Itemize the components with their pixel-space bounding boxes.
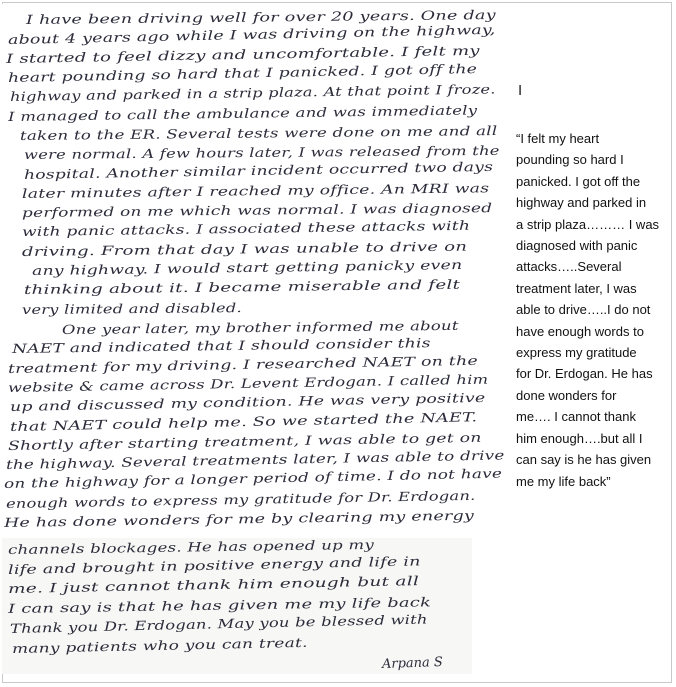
- quote-line: done wonders for: [516, 387, 617, 403]
- handwritten-line: with panic attacks. I associated these attacks with: [21, 217, 471, 239]
- handwritten-line: any highway. I would start getting panicky even: [31, 256, 463, 278]
- handwritten-line: life and brought in positive energy and life in: [7, 553, 421, 577]
- quote-line: panicked. I got off the: [516, 173, 641, 189]
- handwritten-line: that NAET could help me. So we started the NAET.: [9, 409, 478, 434]
- quote-line: me…. I cannot thank: [516, 409, 636, 425]
- handwritten-line: thinking about it. I became miserable and felt: [23, 276, 461, 297]
- handwritten-line: heart pounding so hard that I panicked. I got off the: [7, 60, 478, 85]
- handwritten-line: NAET and indicated that I should consider this: [11, 335, 431, 356]
- handwritten-line: later minutes after I reached my office. An MRI was: [21, 180, 490, 201]
- handwritten-line: channels blockages. He has opened up my: [7, 536, 375, 557]
- handwritten-line: highway and parked in a strip plaza. At that point I froze.: [9, 81, 496, 104]
- handwritten-line: treatment for my driving. I researched NAET on the: [7, 352, 479, 376]
- quote-line: express my gratitude: [516, 345, 637, 361]
- text-cursor-mark: I: [518, 82, 523, 99]
- handwritten-line: I started to feel dizzy and uncomfortable. I felt my: [5, 42, 480, 66]
- handwritten-line: performed on me which was normal. I was diagnosed: [21, 200, 493, 220]
- quote-line: diagnosed with panic: [516, 238, 638, 254]
- signature: Arpana S: [381, 654, 444, 673]
- quote-line: attacks…..Several: [516, 259, 622, 275]
- handwritten-line: Shortly after starting treatment, I was able to get on: [7, 429, 482, 453]
- quote-line: “I felt my heart: [516, 131, 600, 146]
- quote-line: able to drive…..I do not: [516, 302, 651, 318]
- quote-line: highway and parked in: [516, 195, 647, 211]
- handwritten-line: me. I just cannot thank him enough but all: [7, 573, 420, 596]
- handwritten-line: up and discussed my condition. He was very positive: [9, 389, 486, 414]
- handwritten-line: on the highway for a longer period of time. I do not have: [3, 465, 503, 491]
- quote-line: me my life back”: [516, 473, 611, 489]
- handwritten-line: I can say is that he has given me my life back: [7, 594, 432, 616]
- quote-line: a strip plaza……… I was: [516, 216, 660, 232]
- handwritten-line: I managed to call the ambulance and was immediately: [7, 102, 478, 124]
- quote-line: have enough words to: [516, 323, 644, 339]
- handwritten-line: the highway. Several treatments later, I was able to drive: [5, 447, 505, 472]
- handwritten-line: hospital. Another similar incident occurred two days: [23, 158, 494, 182]
- handwritten-line: were normal. A few hours later, I was released from the: [23, 142, 500, 162]
- handwritten-line: One year later, my brother informed me about: [61, 317, 459, 337]
- quote-line: pounding so hard I: [516, 152, 624, 168]
- quote-line: for Dr. Erdogan. He has: [516, 366, 653, 382]
- handwritten-line: very limited and disabled.: [21, 300, 242, 317]
- handwritten-line: website & came across Dr. Levent Erdogan. I called him: [7, 371, 489, 395]
- handwritten-line: about 4 years ago while I was driving on the highway,: [7, 21, 496, 47]
- handwritten-letter: [2, 4, 508, 674]
- handwritten-line: Thank you Dr. Erdogan. May you be blessed with: [9, 611, 428, 636]
- handwritten-line: many patients who you can treat.: [11, 634, 308, 656]
- quote-line: can say is he has given: [516, 452, 652, 468]
- handwritten-line: driving. From that day I was unable to drive on: [21, 238, 468, 259]
- handwritten-line: enough words to express my gratitude for Dr. Erdogan.: [5, 487, 476, 511]
- quote-line: him enough….but all I: [516, 430, 643, 446]
- quote-line: treatment later, I was: [516, 280, 637, 296]
- handwritten-line: He has done wonders for me by clearing my energy: [3, 507, 475, 530]
- handwritten-line: I have been driving well for over 20 years. One day: [25, 7, 496, 27]
- quote-excerpt: [516, 128, 670, 492]
- handwritten-line: taken to the ER. Several tests were done on me and all: [19, 123, 498, 143]
